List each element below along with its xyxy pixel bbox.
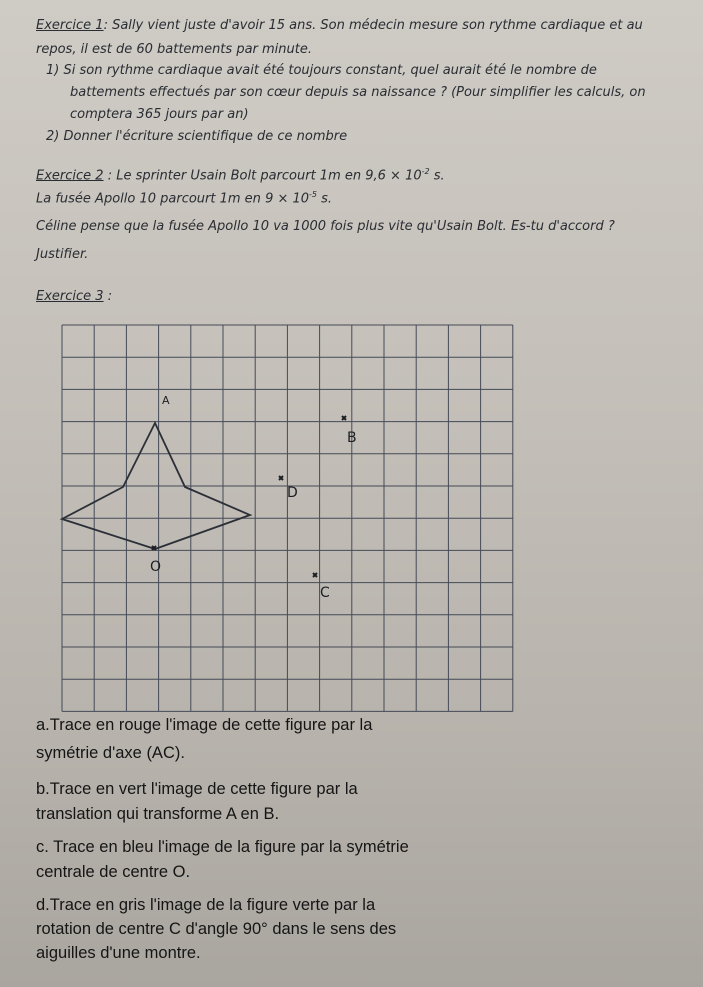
- point-c-marker: [313, 573, 317, 577]
- ex1-title: Exercice 1: [36, 18, 104, 33]
- ex3-title: Exercice 3: [36, 289, 104, 304]
- ex3-qd-1: d.Trace en gris l'image de la figure verte par la: [36, 896, 376, 914]
- ex2-l1-unit: s.: [429, 168, 445, 184]
- point-b-marker: [342, 416, 346, 420]
- ex2-title: Exercice 2: [36, 168, 104, 184]
- point-d-marker: [279, 476, 283, 480]
- ex1-intro-b: repos, il est de 60 battements par minute.: [36, 42, 312, 57]
- ex3-qb-2: translation qui transforme A en B.: [36, 805, 280, 823]
- point-a-label: A: [162, 394, 170, 407]
- ex2-l1-exponent: -2: [421, 167, 430, 176]
- point-o-marker: [152, 546, 156, 550]
- ex3-qd-3: aiguilles d'une montre.: [36, 944, 201, 962]
- point-d-label: D: [287, 485, 298, 501]
- ex2-l4: Justifier.: [36, 247, 89, 262]
- ex1-q2: 2) Donner l'écriture scientifique de ce nombre: [46, 129, 348, 144]
- ex1-q1-a: 1) Si son rythme cardiaque avait été toujours constant, quel aurait été le nombre de: [46, 63, 597, 78]
- ex2-l1-mantissa: 9,6 × 10: [365, 168, 422, 184]
- ex3-qa-2: symétrie d'axe (AC).: [36, 744, 185, 762]
- ex1-q1-b: battements effectués par son cœur depuis sa naissance ? (Pour simplifier les calculs, on: [70, 85, 646, 100]
- ex3-qc-1: c. Trace en bleu l'image de la figure par la symétrie: [36, 838, 409, 856]
- ex3-qa-1: a.Trace en rouge l'image de cette figure par la: [36, 716, 373, 734]
- point-c-label: C: [320, 585, 330, 601]
- ex2-l2-text: La fusée Apollo 10 parcourt 1m en: [36, 191, 266, 207]
- square-grid: [62, 325, 513, 711]
- ex2-l2-unit: s.: [317, 191, 333, 207]
- ex3-qc-2: centrale de centre O.: [36, 863, 191, 881]
- point-markers: [152, 416, 346, 577]
- ex3-qd-2: rotation de centre C d'angle 90° dans le sens des: [36, 920, 397, 938]
- ex1-q1-c: comptera 365 jours par an): [70, 107, 249, 122]
- ex3-qb-1: b.Trace en vert l'image de cette figure par la: [36, 780, 358, 798]
- ex2-l3: Céline pense que la fusée Apollo 10 va 1000 fois plus vite qu'Usain Bolt. Es-tu d'accord ?: [36, 219, 615, 234]
- ex3-title-suffix: :: [103, 289, 113, 304]
- ex1-intro-a: : Sally vient juste d'avoir 15 ans. Son médecin mesure son rythme cardiaque et au: [103, 18, 643, 33]
- ex2-l2-exponent: -5: [309, 190, 318, 199]
- point-o-label: O: [150, 559, 162, 575]
- ex2-l1-text: : Le sprinter Usain Bolt parcourt 1m en: [103, 168, 366, 184]
- ex2-l2-mantissa: 9 × 10: [265, 191, 310, 207]
- point-b-label: B: [347, 430, 357, 446]
